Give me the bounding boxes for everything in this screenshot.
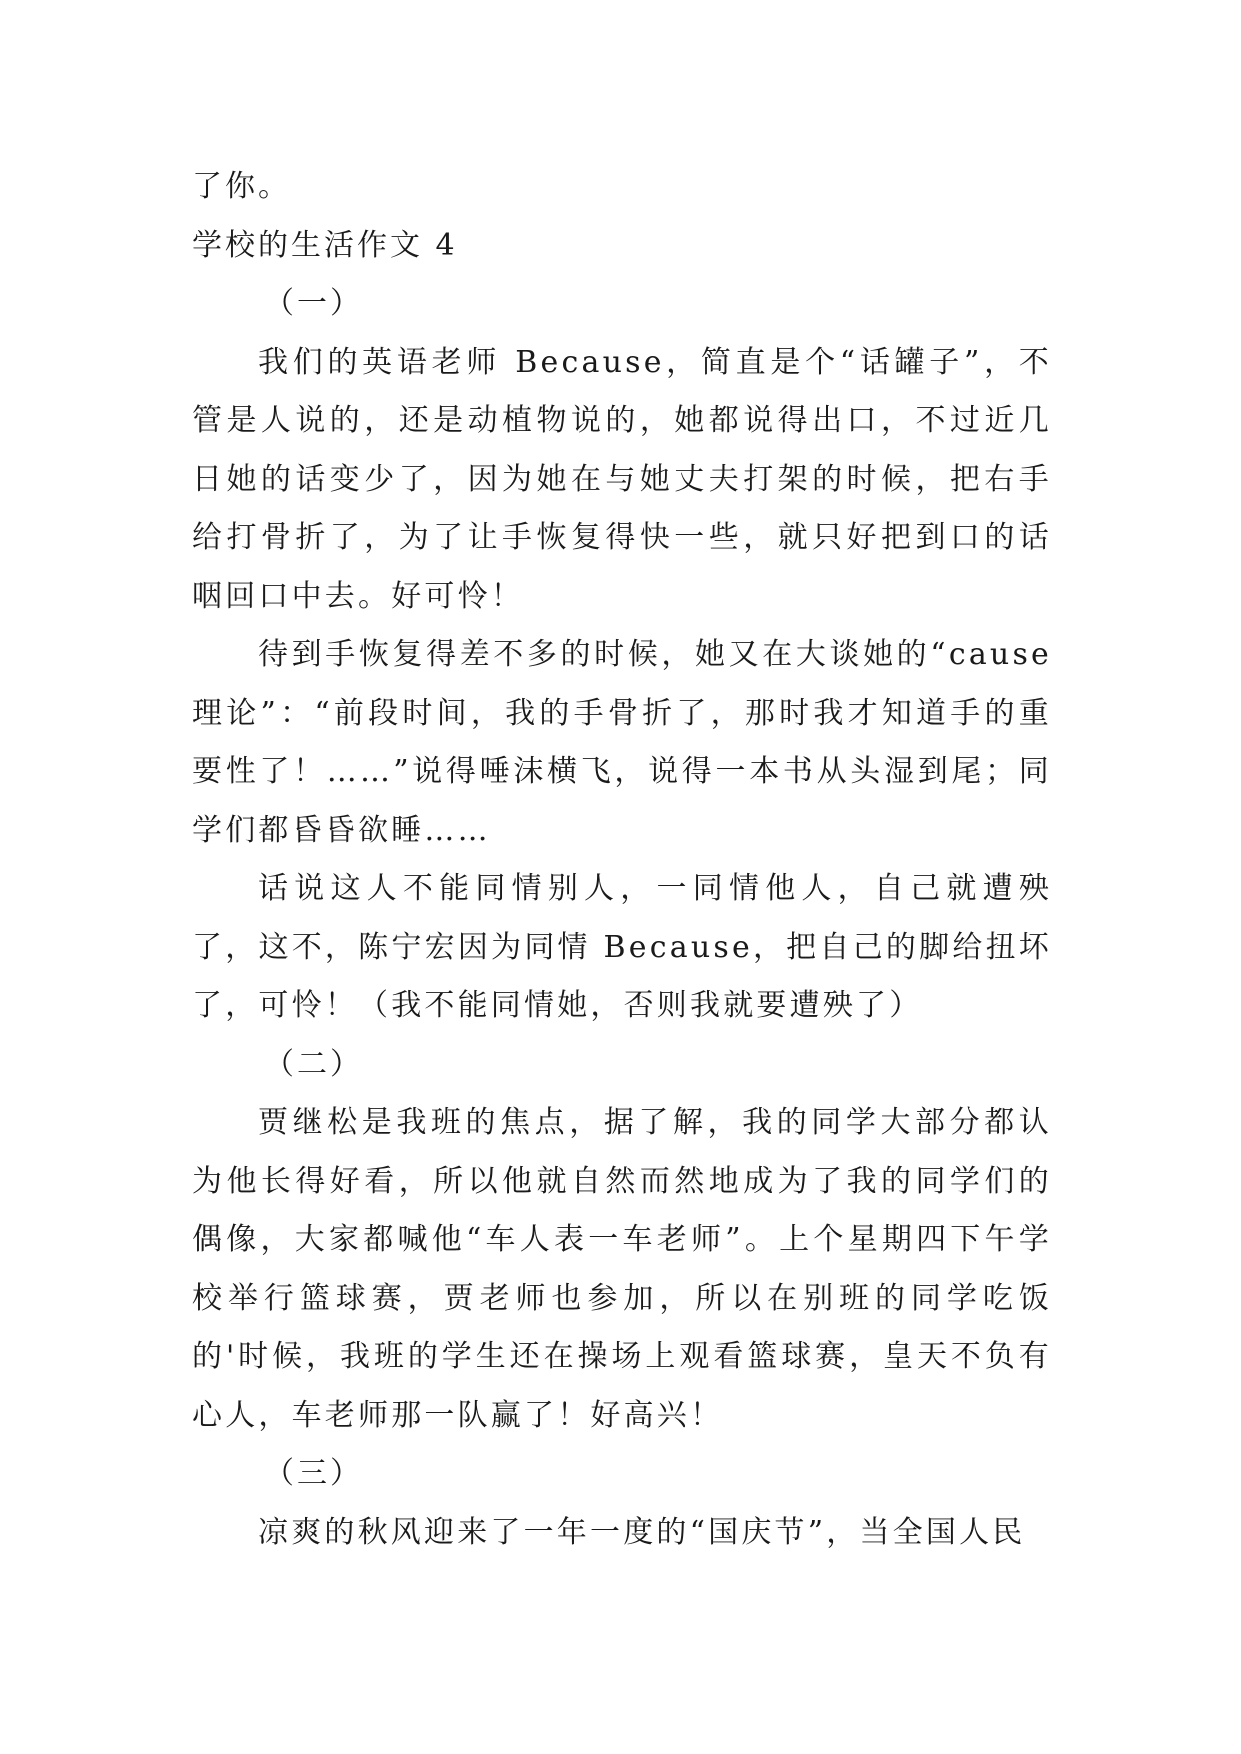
paragraph: 待到手恢复得差不多的时候，她又在大谈她的“cause 理论”：“前段时间，我的手骨折了，那时我才知道手的重要性了！……”说得唾沫横飞，说得一本书从头湿到尾；同学们都昏昏欲睡…… (192, 637, 1052, 848)
section-marker-1: （一） (264, 286, 363, 321)
paragraph: 贾继松是我班的焦点，据了解，我的同学大部分都认为他长得好看，所以他就自然而然地成为了我的同学们的偶像，大家都喊他“车人表一车老师”。上个星期四下午学校举行篮球赛，贾老师也参加，所以在别班的同学吃饭的'时候，我班的学生还在操场上观看篮球赛，皇天不负有心人，车老师那一队赢了！好高兴！ (192, 1105, 1052, 1433)
paragraph: 我们的英语老师 Because，简直是个“话罐子”，不管是人说的，还是动植物说的，她都说得出口，不过近几日她的话变少了，因为她在与她丈夫打架的时候，把右手给打骨折了，为了让手恢复得快一些，就只好把到口的话咽回口中去。好可怜！ (192, 344, 1052, 614)
paragraph: 话说这人不能同情别人，一同情他人，自己就遭殃了，这不，陈宁宏因为同情 Because，把自己的脚给扭坏了，可怜！（我不能同情她，否则我就要遭殃了） (192, 871, 1052, 1023)
essay-title: 学校的生活作文 4 (192, 227, 458, 263)
section-marker-2: （二） (264, 1046, 363, 1082)
document-body (192, 158, 1052, 1562)
continuation-line: 了你。 (192, 169, 291, 204)
paragraph: 凉爽的秋风迎来了一年一度的“国庆节”，当全国人民 (258, 1514, 1026, 1550)
section-marker-3: （三） (264, 1456, 363, 1491)
